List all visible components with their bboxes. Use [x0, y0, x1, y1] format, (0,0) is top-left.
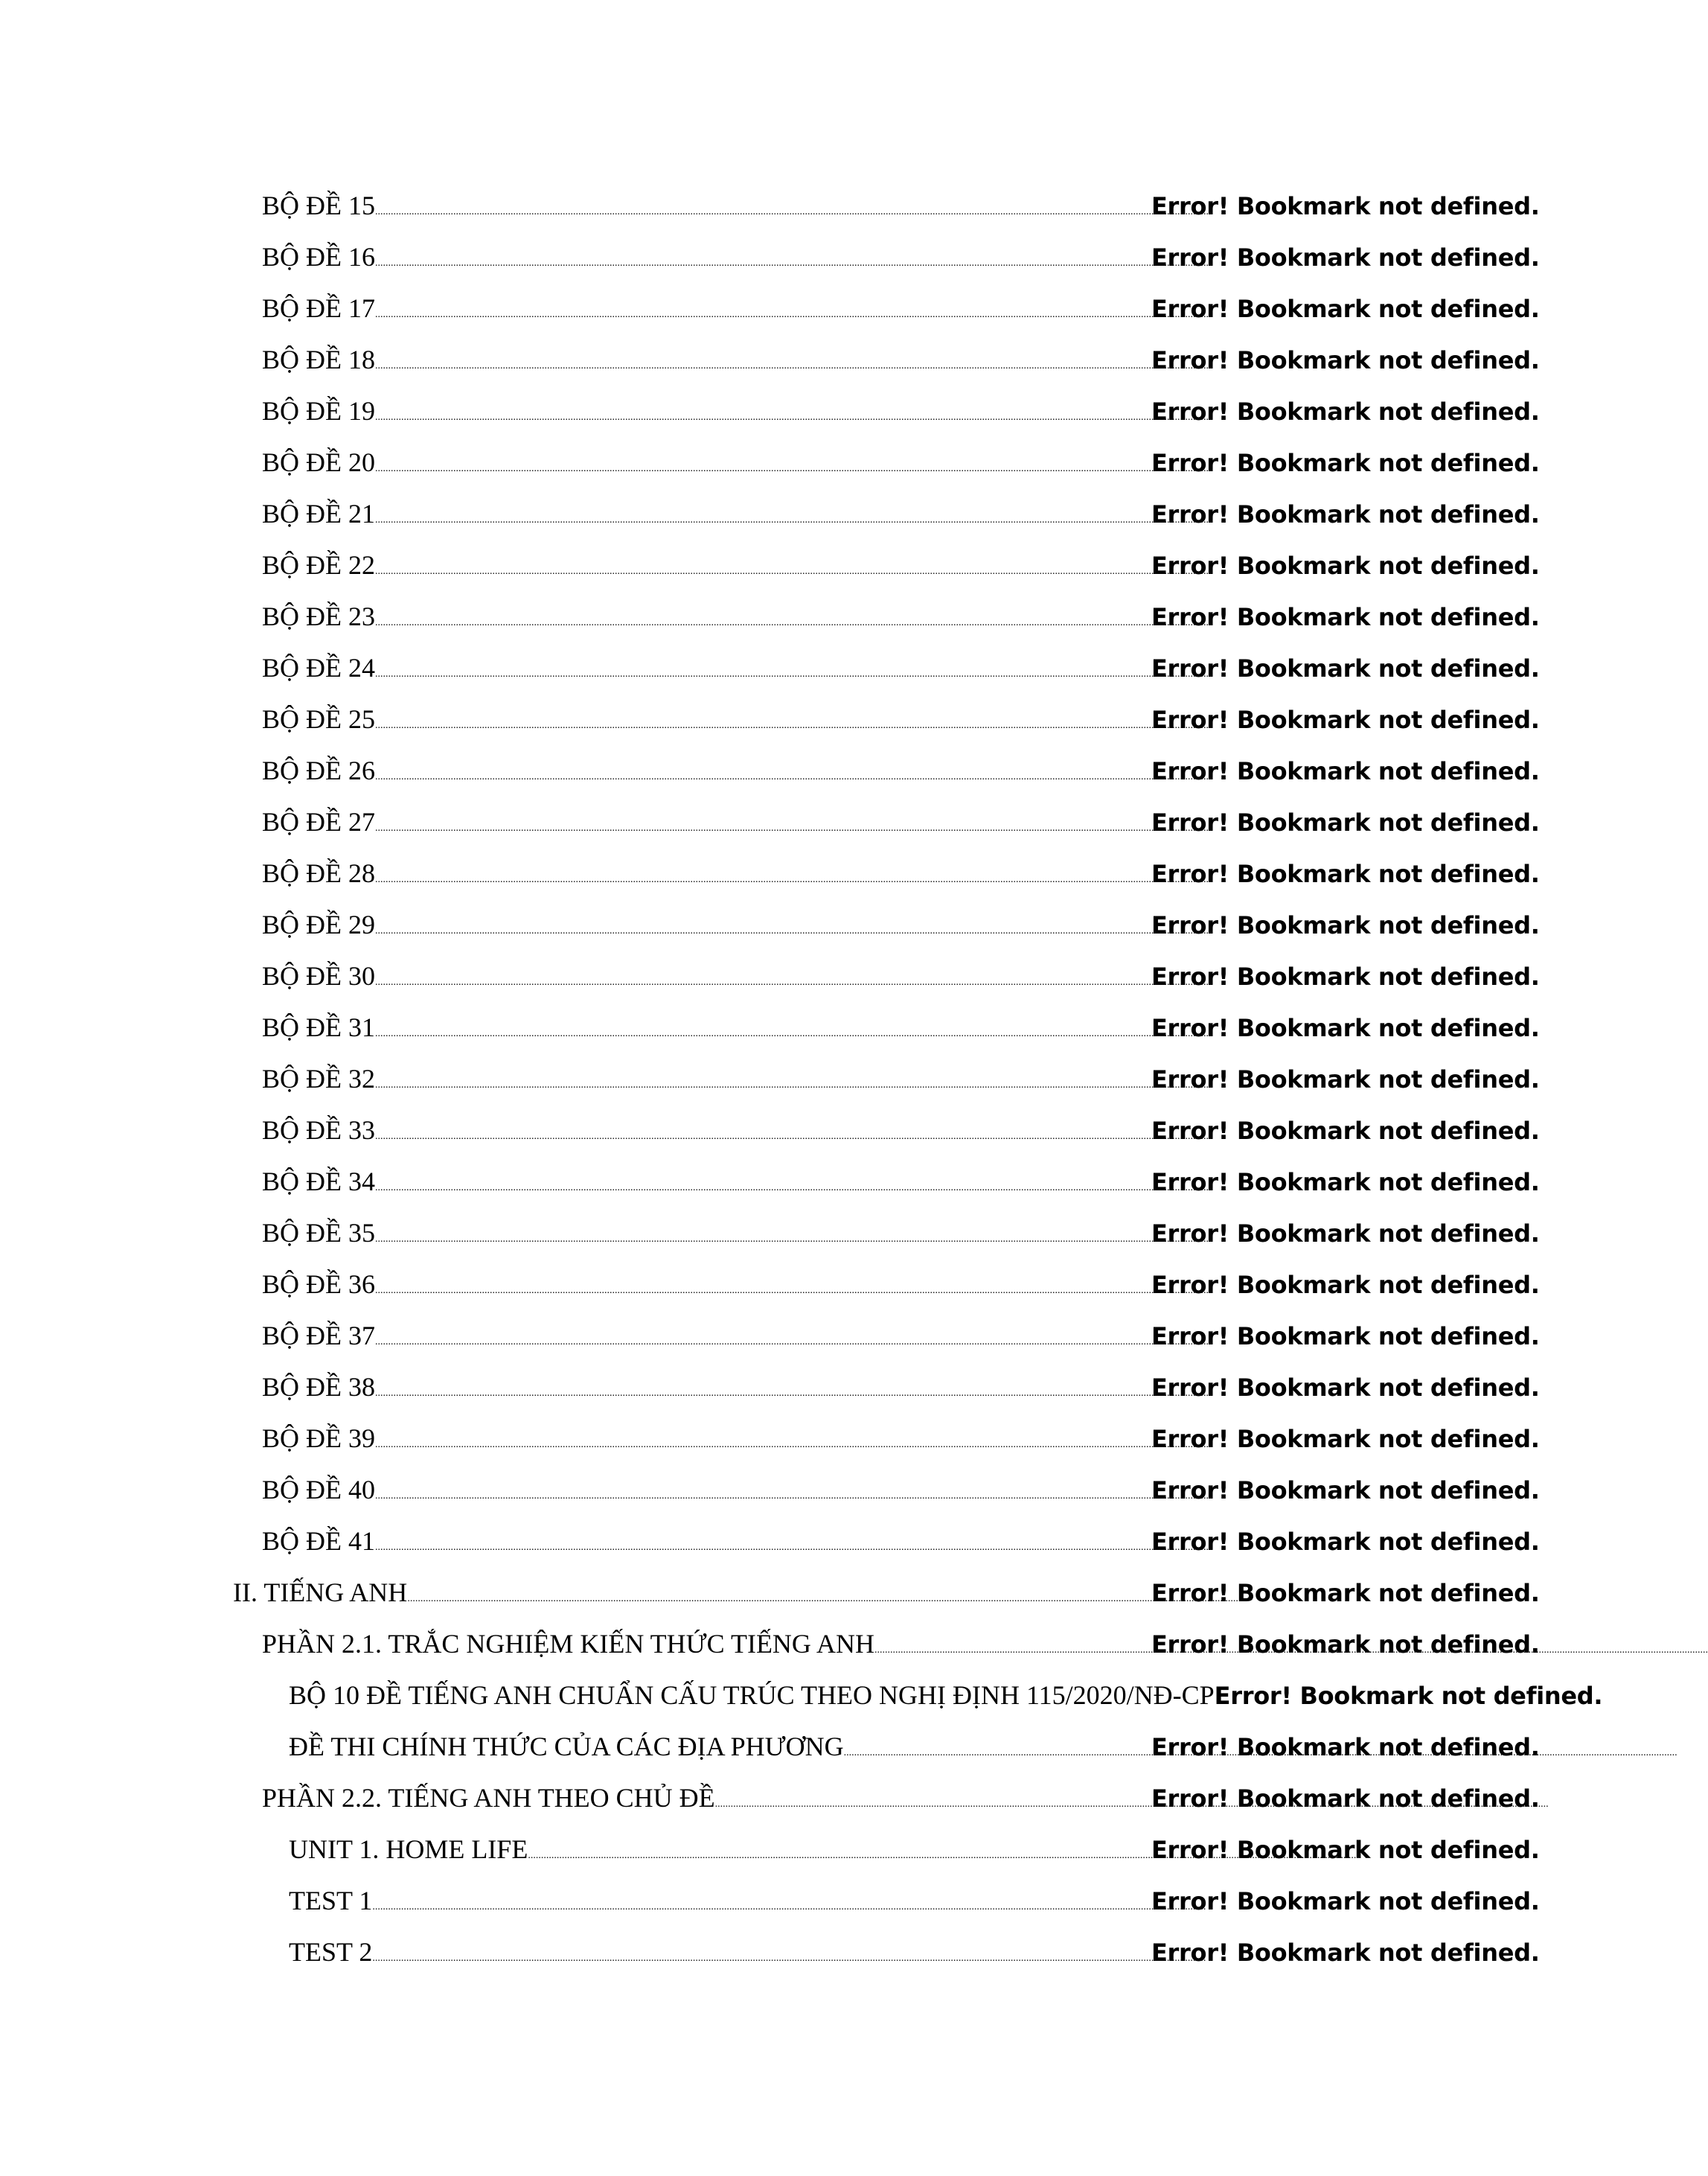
toc-entry-page-ref: Error! Bookmark not defined. [1151, 1117, 1540, 1145]
toc-entry[interactable] [0, 1259, 1538, 1310]
toc-dot-leader [375, 232, 1151, 289]
toc-entry-page-ref: Error! Bookmark not defined. [1151, 757, 1540, 785]
toc-entry-label: BỘ ĐỀ 33 [262, 1115, 375, 1145]
toc-dot-leader [375, 1259, 1151, 1316]
toc-entry-page-ref: Error! Bookmark not defined. [1151, 398, 1540, 426]
toc-entry-label: BỘ ĐỀ 35 [262, 1218, 375, 1248]
toc-dot-leader [375, 1002, 1151, 1059]
toc-entry[interactable] [0, 180, 1538, 232]
toc-entry[interactable] [0, 283, 1538, 334]
toc-entry[interactable] [0, 1618, 1538, 1670]
toc-entry-page-ref: Error! Bookmark not defined. [1151, 1528, 1540, 1556]
toc-dot-leader [375, 334, 1151, 392]
toc-entry-page-ref: Error! Bookmark not defined. [1151, 1784, 1540, 1813]
toc-entry-label: BỘ ĐỀ 25 [262, 704, 375, 734]
toc-dot-leader [375, 488, 1151, 546]
toc-dot-leader [715, 1773, 1151, 1830]
toc-dot-leader [375, 694, 1151, 751]
toc-entry-label: BỘ ĐỀ 24 [262, 653, 375, 683]
toc-dot-leader [874, 1618, 1151, 1676]
toc-entry[interactable] [0, 386, 1538, 437]
toc-entry[interactable] [0, 1927, 1538, 1978]
toc-entry-page-ref: Error! Bookmark not defined. [1151, 1733, 1540, 1761]
toc-dot-leader [375, 745, 1151, 803]
toc-entry-page-ref: Error! Bookmark not defined. [1214, 1682, 1603, 1710]
toc-entry[interactable] [0, 1824, 1538, 1875]
toc-dot-leader [372, 1875, 1151, 1933]
toc-entry-page-ref: Error! Bookmark not defined. [1151, 1939, 1540, 1967]
toc-entry-page-ref: Error! Bookmark not defined. [1151, 603, 1540, 631]
toc-entry-page-ref: Error! Bookmark not defined. [1151, 654, 1540, 683]
toc-dot-leader [375, 1156, 1151, 1213]
toc-entry-label: BỘ ĐỀ 22 [262, 550, 375, 580]
toc-entry-label: BỘ ĐỀ 21 [262, 499, 375, 529]
toc-dot-leader [372, 1927, 1151, 1984]
toc-entry-page-ref: Error! Bookmark not defined. [1151, 295, 1540, 323]
toc-dot-leader [375, 1362, 1151, 1419]
toc-entry[interactable] [0, 1875, 1538, 1927]
toc-entry[interactable] [0, 1002, 1538, 1053]
toc-entry[interactable] [0, 1362, 1538, 1413]
toc-entry[interactable] [0, 694, 1538, 745]
toc-entry-label: TEST 2 [289, 1937, 373, 1967]
toc-dot-leader [844, 1721, 1151, 1778]
toc-entry-label: BỘ ĐỀ 29 [262, 910, 375, 939]
toc-entry-label: UNIT 1. HOME LIFE [289, 1834, 528, 1864]
toc-entry-page-ref: Error! Bookmark not defined. [1151, 1373, 1540, 1402]
toc-entry-page-ref: Error! Bookmark not defined. [1151, 860, 1540, 888]
toc-entry-label: BỘ ĐỀ 34 [262, 1167, 375, 1196]
toc-dot-leader [375, 642, 1151, 700]
toc-entry-page-ref: Error! Bookmark not defined. [1151, 1014, 1540, 1042]
toc-entry[interactable] [0, 437, 1538, 488]
toc-entry-label: BỘ ĐỀ 19 [262, 396, 375, 426]
toc-dot-leader [375, 437, 1151, 494]
toc-dot-leader [375, 1464, 1151, 1522]
toc-entry-label: BỘ ĐỀ 26 [262, 756, 375, 785]
toc-entry[interactable] [0, 1413, 1538, 1464]
toc-entry-label: BỘ ĐỀ 38 [262, 1372, 375, 1402]
toc-entry[interactable] [0, 334, 1538, 386]
toc-entry[interactable] [0, 1464, 1538, 1516]
toc-dot-leader [375, 1207, 1151, 1265]
toc-dot-leader [407, 1567, 1151, 1624]
toc-entry-page-ref: Error! Bookmark not defined. [1151, 1579, 1540, 1607]
toc-entry-label: BỘ ĐỀ 23 [262, 602, 375, 631]
toc-entry[interactable] [0, 1567, 1538, 1618]
toc-entry[interactable] [0, 797, 1538, 848]
toc-entry-page-ref: Error! Bookmark not defined. [1151, 1271, 1540, 1299]
toc-entry[interactable] [0, 951, 1538, 1002]
toc-dot-leader [375, 1105, 1151, 1162]
toc-entry[interactable] [0, 1156, 1538, 1207]
toc-entry[interactable] [0, 1721, 1538, 1773]
toc-entry[interactable] [0, 232, 1538, 283]
toc-entry[interactable] [0, 642, 1538, 694]
toc-entry-page-ref: Error! Bookmark not defined. [1151, 500, 1540, 529]
toc-entry-label: BỘ ĐỀ 27 [262, 807, 375, 837]
toc-entry-page-ref: Error! Bookmark not defined. [1151, 808, 1540, 837]
toc-entry-page-ref: Error! Bookmark not defined. [1151, 1836, 1540, 1864]
toc-entry[interactable] [0, 1207, 1538, 1259]
toc-entry-page-ref: Error! Bookmark not defined. [1151, 449, 1540, 477]
toc-entry[interactable] [0, 1516, 1538, 1567]
toc-entry-label: BỘ ĐỀ 18 [262, 345, 375, 374]
toc-dot-leader [375, 951, 1151, 1008]
toc-entry-label: BỘ ĐỀ 32 [262, 1064, 375, 1094]
toc-dot-leader [528, 1824, 1151, 1881]
toc-entry-page-ref: Error! Bookmark not defined. [1151, 1168, 1540, 1196]
toc-entry-page-ref: Error! Bookmark not defined. [1151, 1219, 1540, 1248]
toc-entry-label: BỘ ĐỀ 36 [262, 1269, 375, 1299]
toc-dot-leader [375, 1053, 1151, 1111]
toc-entry-page-ref: Error! Bookmark not defined. [1151, 1630, 1540, 1659]
toc-entry-page-ref: Error! Bookmark not defined. [1151, 706, 1540, 734]
toc-dot-leader [375, 540, 1151, 597]
toc-dot-leader [375, 848, 1151, 905]
toc-dot-leader [375, 797, 1151, 854]
toc-entry-label: BỘ ĐỀ 16 [262, 242, 375, 272]
toc-entry[interactable] [0, 1773, 1538, 1824]
toc-entry[interactable] [0, 1053, 1538, 1105]
toc-entry-page-ref: Error! Bookmark not defined. [1151, 346, 1540, 374]
toc-entry-page-ref: Error! Bookmark not defined. [1151, 1476, 1540, 1505]
toc-entry[interactable] [0, 1310, 1538, 1362]
toc-entry-label: BỘ ĐỀ 30 [262, 961, 375, 991]
toc-entry-label: BỘ ĐỀ 31 [262, 1012, 375, 1042]
toc-entry-label: BỘ ĐỀ 15 [262, 191, 375, 220]
toc-entry[interactable] [0, 899, 1538, 951]
toc-entry-label: ĐỀ THI CHÍNH THỨC CỦA CÁC ĐỊA PHƯƠNG [289, 1732, 844, 1761]
toc-entry[interactable] [0, 848, 1538, 899]
table-of-contents [0, 180, 1603, 1978]
toc-entry-label: BỘ ĐỀ 17 [262, 293, 375, 323]
toc-dot-leader [375, 1516, 1151, 1573]
toc-entry-page-ref: Error! Bookmark not defined. [1151, 963, 1540, 991]
toc-entry-page-ref: Error! Bookmark not defined. [1151, 1322, 1540, 1350]
toc-entry[interactable] [0, 1105, 1538, 1156]
toc-entry-page-ref: Error! Bookmark not defined. [1151, 552, 1540, 580]
toc-entry-label: BỘ ĐỀ 41 [262, 1526, 375, 1556]
toc-dot-leader [375, 1310, 1151, 1368]
toc-entry-page-ref: Error! Bookmark not defined. [1151, 911, 1540, 939]
toc-entry-page-ref: Error! Bookmark not defined. [1151, 1065, 1540, 1094]
toc-entry-label: II. TIẾNG ANH [233, 1577, 408, 1607]
toc-dot-leader [375, 1413, 1151, 1470]
toc-dot-leader [375, 386, 1151, 443]
toc-entry-label: BỘ 10 ĐỀ TIẾNG ANH CHUẨN CẤU TRÚC THEO NGHỊ ĐỊNH 115/2020/NĐ-CP [289, 1680, 1215, 1710]
toc-entry-label: TEST 1 [289, 1886, 373, 1915]
toc-entry-label: BỘ ĐỀ 20 [262, 447, 375, 477]
toc-dot-leader [375, 591, 1151, 648]
toc-entry-page-ref: Error! Bookmark not defined. [1151, 192, 1540, 220]
toc-entry[interactable] [0, 591, 1538, 642]
toc-entry[interactable] [0, 745, 1538, 797]
toc-entry[interactable] [0, 540, 1538, 591]
toc-entry-page-ref: Error! Bookmark not defined. [1151, 243, 1540, 272]
toc-entry-page-ref: Error! Bookmark not defined. [1151, 1425, 1540, 1453]
toc-entry-label: PHẦN 2.2. TIẾNG ANH THEO CHỦ ĐỀ [262, 1783, 715, 1813]
toc-entry-label: BỘ ĐỀ 37 [262, 1321, 375, 1350]
toc-dot-leader [375, 180, 1151, 237]
toc-entry-page-ref: Error! Bookmark not defined. [1151, 1887, 1540, 1915]
toc-entry-label: PHẦN 2.1. TRẮC NGHIỆM KIẾN THỨC TIẾNG ANH [262, 1629, 874, 1659]
toc-entry-label: BỘ ĐỀ 39 [262, 1423, 375, 1453]
toc-dot-leader [375, 283, 1151, 340]
toc-entry[interactable] [0, 488, 1538, 540]
toc-dot-leader [375, 899, 1151, 957]
toc-entry-label: BỘ ĐỀ 28 [262, 858, 375, 888]
toc-entry[interactable] [0, 1670, 1603, 1721]
toc-entry-label: BỘ ĐỀ 40 [262, 1475, 375, 1505]
